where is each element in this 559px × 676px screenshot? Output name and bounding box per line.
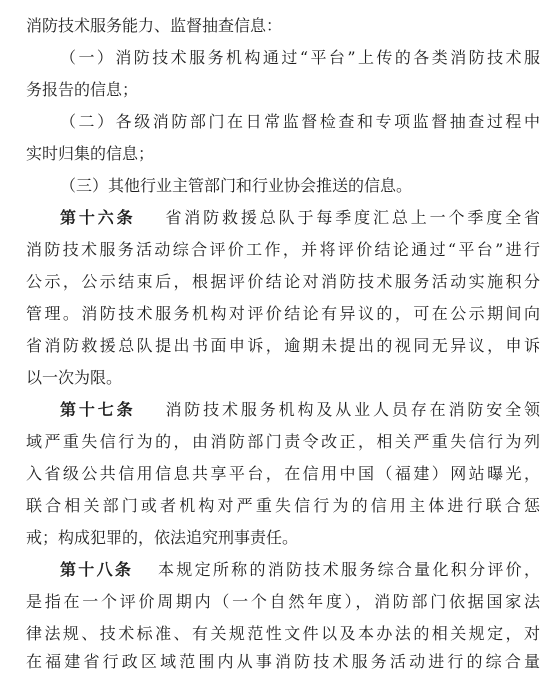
text-line: 律法规、技术标准、有关规范性文件以及本办法的相关规定，对 (26, 624, 540, 643)
article-16-text: 省消防救援总队于每季度汇总上一个季度全省 (165, 208, 540, 227)
text-line: 联合相关部门或者机构对严重失信行为的信用主体进行联合惩 (26, 496, 540, 515)
article-17-text: 消防技术服务机构及从业人员存在消防安全领 (165, 400, 540, 419)
text-line: 是指在一个评价周期内（一个自然年度），消防部门依据国家法 (26, 592, 540, 611)
article-18-number: 第十八条 (60, 560, 134, 579)
article-18-first-line (60, 554, 540, 586)
text-line: 以一次为限。 (26, 368, 123, 387)
text-line: 省消防救援总队提出书面申诉，逾期未提出的视同无异议，申诉 (26, 336, 540, 355)
article-16-first-line (60, 202, 540, 234)
text-line: 入省级公共信用信息共享平台，在信用中国（福建）网站曝光， (26, 464, 540, 483)
list-item-3: （三）其他行业主管部门和行业协会推送的信息。 (60, 176, 413, 195)
article-16-number: 第十六条 (60, 208, 136, 227)
article-17-number: 第十七条 (60, 400, 136, 419)
article-17-first-line (60, 394, 540, 426)
text-line: 务报告的信息； (26, 80, 139, 99)
text-line: 消防技术服务活动综合评价工作，并将评价结论通过“平台”进行 (26, 240, 540, 259)
text-line: 消防技术服务能力、监督抽查信息： (26, 16, 283, 35)
text-line: 域严重失信行为的，由消防部门责令改正，相关严重失信行为列 (26, 432, 540, 451)
text-line: 戒；构成犯罪的，依法追究刑事责任。 (26, 528, 299, 547)
list-item-2: （二）各级消防部门在日常监督检查和专项监督抽查过程中 (60, 112, 540, 131)
text-line: 公示，公示结束后，根据评价结论对消防技术服务活动实施积分 (26, 272, 540, 291)
list-item-1: （一）消防技术服务机构通过“平台”上传的各类消防技术服 (60, 48, 540, 67)
article-18-text: 本规定所称的消防技术服务综合量化积分评价， (157, 560, 540, 579)
text-line: 管理。消防技术服务机构对评价结论有异议的，可在公示期间向 (26, 304, 540, 323)
text-line: 在福建省行政区域范围内从事消防技术服务活动进行的综合量 (26, 652, 540, 671)
text-line: 实时归集的信息； (26, 144, 155, 163)
